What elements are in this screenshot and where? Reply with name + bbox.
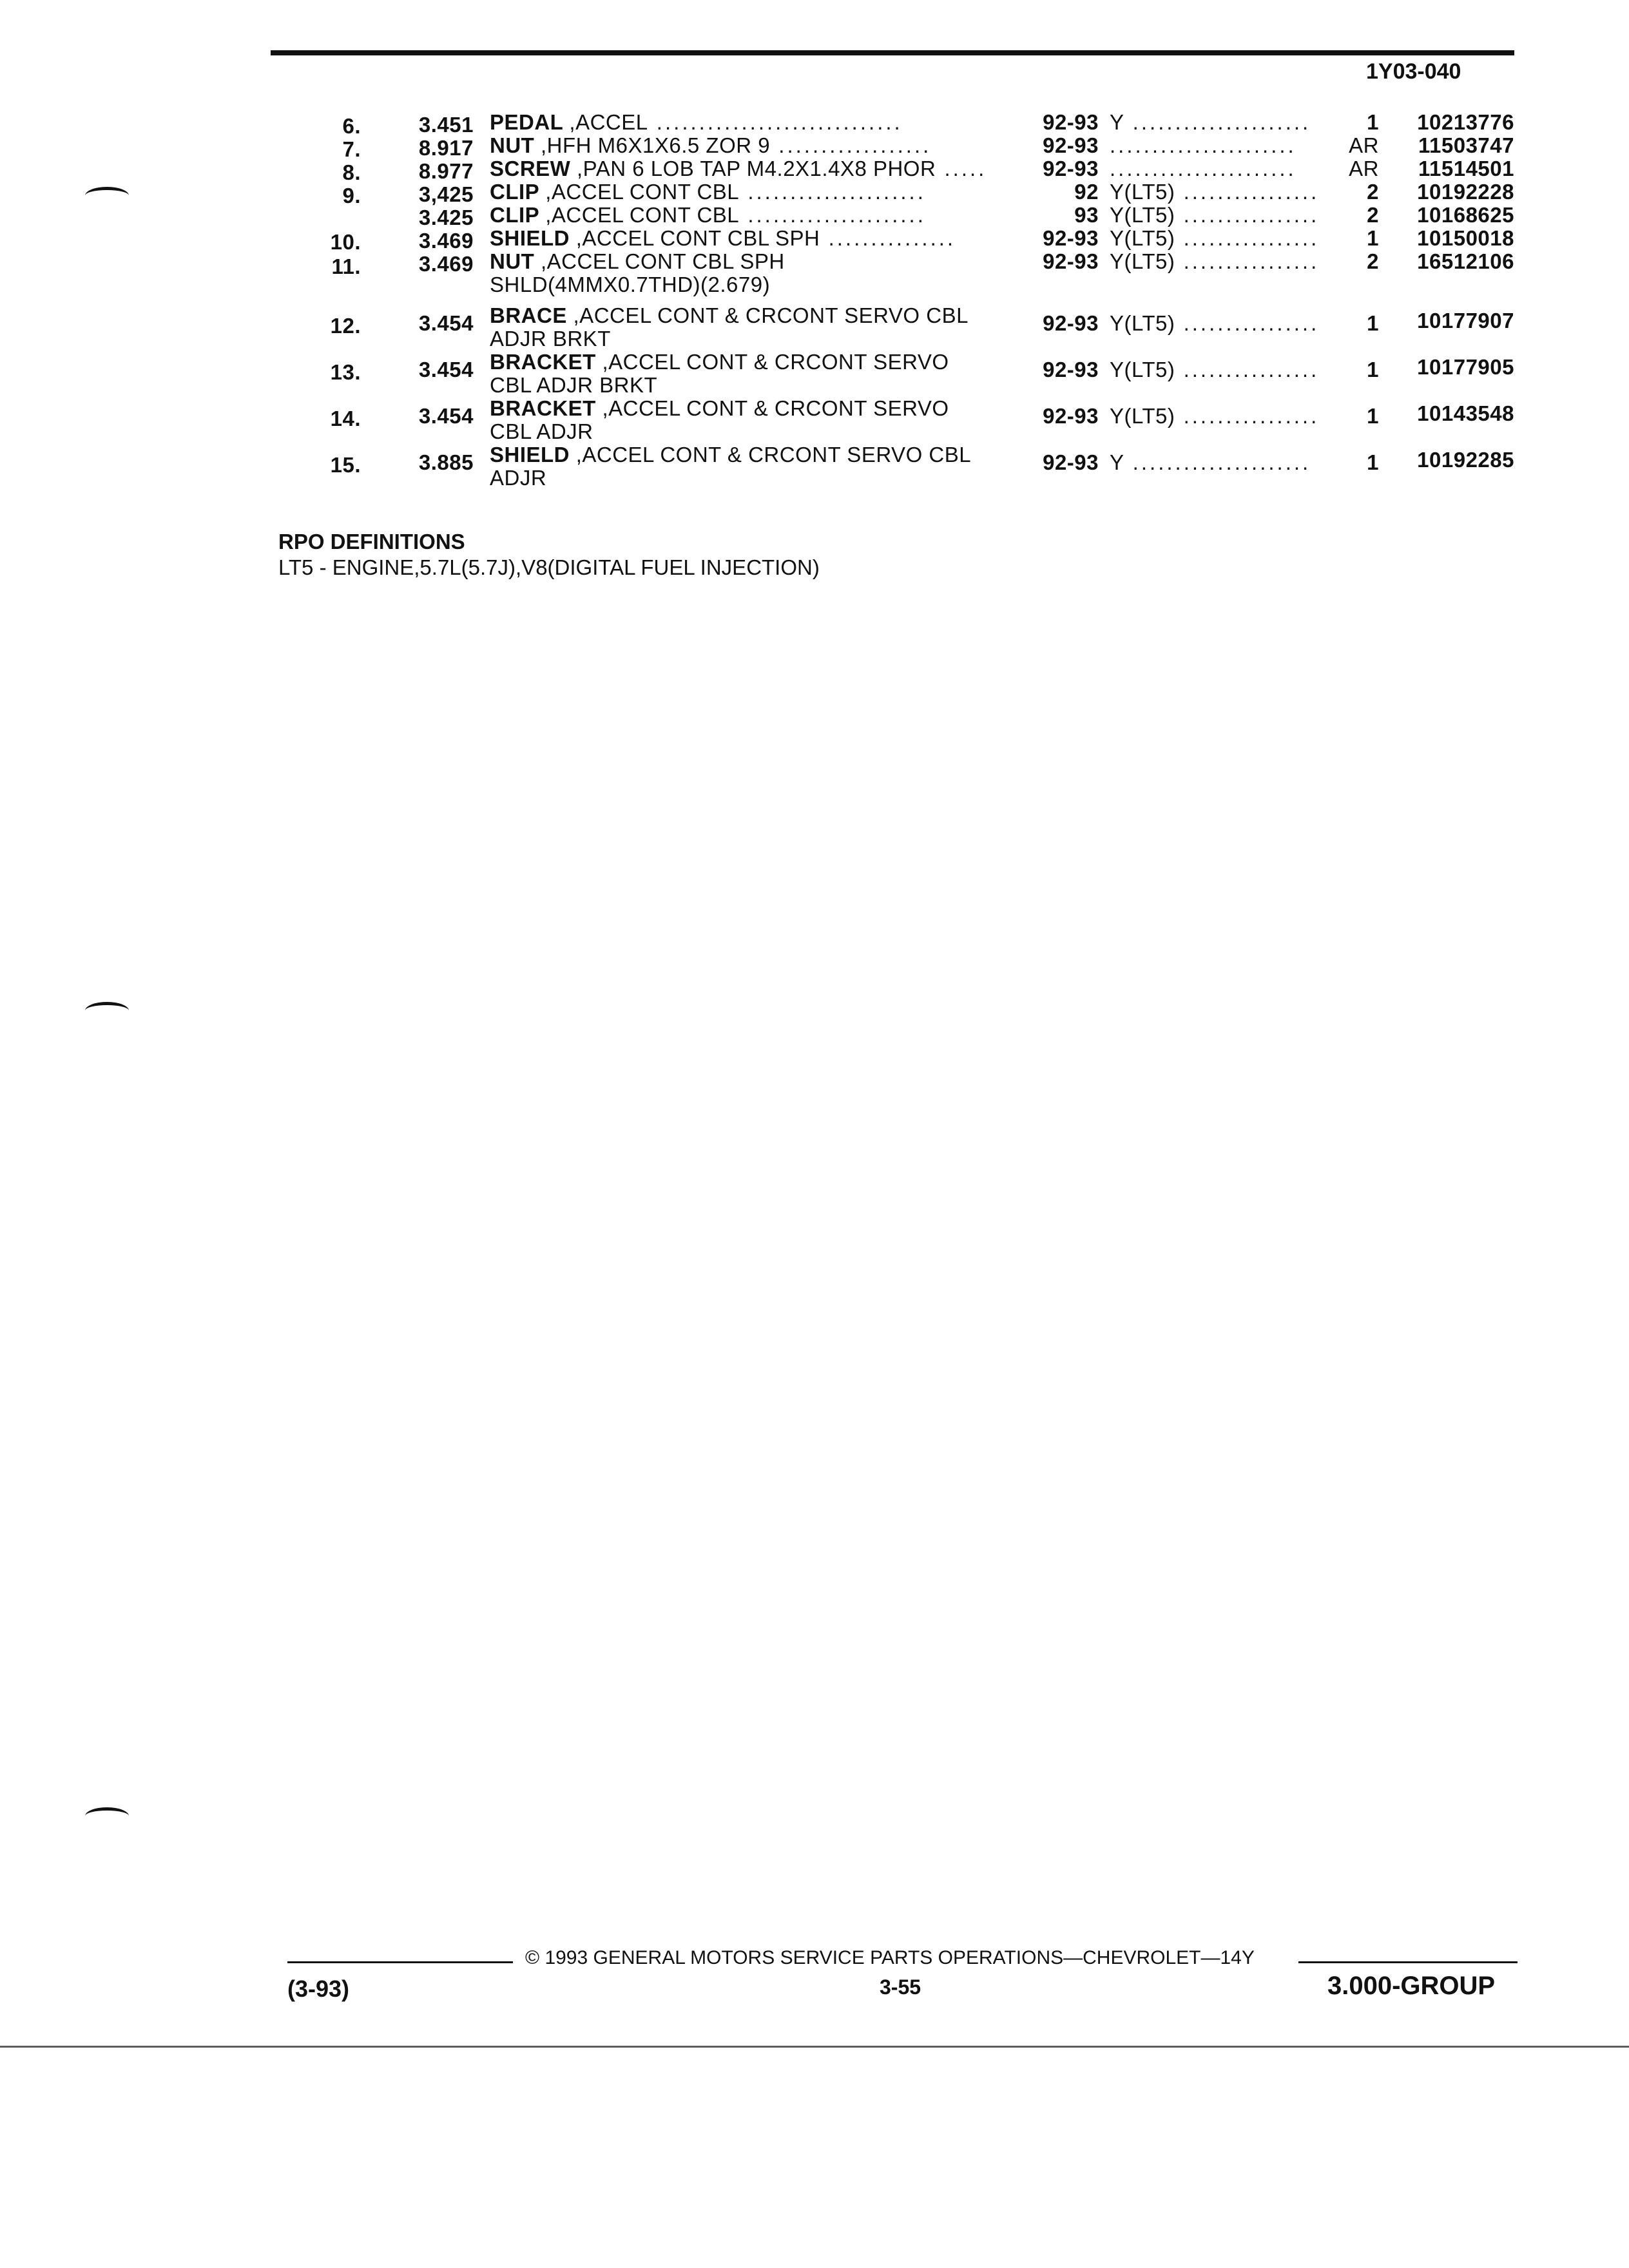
part-name: SHIELD xyxy=(490,226,570,250)
part-desc-line1: ,PAN 6 LOB TAP M4.2X1.4X8 PHOR xyxy=(577,157,936,180)
part-description: CLIP ,ACCEL CONT CBL ..................... xyxy=(490,180,926,204)
application: Y(LT5) ................ xyxy=(1110,405,1320,428)
model-years: 92-93 xyxy=(1043,358,1099,381)
item-number: 7. xyxy=(342,137,361,161)
part-desc-line1: ,ACCEL CONT CBL SPH xyxy=(541,249,785,273)
part-name: CLIP xyxy=(490,180,539,204)
part-number: 10213776 xyxy=(1417,110,1514,134)
model-years: 92-93 xyxy=(1043,110,1099,134)
part-description: NUT ,HFH M6X1X6.5 ZOR 9 .................. xyxy=(490,133,932,157)
rpo-title: RPO DEFINITIONS xyxy=(278,530,465,553)
part-name: CLIP xyxy=(490,203,539,227)
application-code: Y xyxy=(1110,451,1124,474)
part-number: 10177907 xyxy=(1417,309,1514,332)
group-number: 3.885 xyxy=(418,450,474,474)
part-number: 11514501 xyxy=(1418,157,1514,180)
part-name: SHIELD xyxy=(490,443,570,466)
part-desc-line1: ,ACCEL CONT CBL xyxy=(545,203,740,227)
part-name: PEDAL xyxy=(490,110,563,134)
model-years: 92-93 xyxy=(1043,311,1099,335)
part-name: NUT xyxy=(490,249,535,273)
part-desc-line2: CBL ADJR xyxy=(490,419,593,443)
part-desc-line1: ,ACCEL CONT & CRCONT SERVO xyxy=(602,350,949,374)
group-number: 8.917 xyxy=(418,136,474,160)
part-number: 10168625 xyxy=(1417,203,1514,227)
application: Y(LT5) ................ xyxy=(1110,358,1320,381)
part-desc-line1: ,ACCEL CONT & CRCONT SERVO CBL xyxy=(575,443,972,466)
application: Y(LT5) ................ xyxy=(1110,204,1320,227)
part-desc-line2: CBL ADJR BRKT xyxy=(490,373,658,397)
application-code: Y(LT5) xyxy=(1110,405,1175,428)
footer-copyright: © 1993 GENERAL MOTORS SERVICE PARTS OPERATIONS—CHEVROLET—14Y xyxy=(525,1947,1255,1968)
group-number: 3.454 xyxy=(418,311,474,335)
item-number: 6. xyxy=(342,114,361,138)
part-desc-line1: ,ACCEL xyxy=(569,110,648,134)
application-code: Y(LT5) xyxy=(1110,227,1175,250)
part-name: BRACKET xyxy=(490,350,596,374)
item-number: 8. xyxy=(342,160,361,184)
application: Y(LT5) ................ xyxy=(1110,312,1320,335)
quantity: 2 xyxy=(1367,249,1379,273)
part-description: PEDAL ,ACCEL ............................. xyxy=(490,110,903,134)
rpo-definitions xyxy=(278,530,820,580)
quantity: AR xyxy=(1349,157,1379,180)
part-name: BRACE xyxy=(490,303,567,327)
model-years: 92-93 xyxy=(1043,226,1099,250)
header-rule xyxy=(271,50,1514,55)
part-desc-line2: ADJR BRKT xyxy=(490,327,611,351)
item-number: 11. xyxy=(331,255,361,278)
application: Y ..................... xyxy=(1110,111,1311,134)
part-number: 10143548 xyxy=(1417,401,1514,425)
part-desc-line2: ADJR xyxy=(490,466,547,490)
quantity: 1 xyxy=(1367,226,1379,250)
table-row xyxy=(0,351,1629,402)
part-number: 10150018 xyxy=(1417,226,1514,250)
part-name: SCREW xyxy=(490,157,571,180)
quantity: 1 xyxy=(1367,311,1379,335)
group-number: 3.454 xyxy=(418,358,474,381)
part-desc-line1: ,ACCEL CONT CBL xyxy=(545,180,740,204)
item-number: 13. xyxy=(330,360,361,384)
part-number: 10192228 xyxy=(1417,180,1514,204)
quantity: 1 xyxy=(1367,110,1379,134)
model-years: 93 xyxy=(1074,203,1099,227)
footer-page-number: 3-55 xyxy=(880,1975,921,1999)
application-code: Y(LT5) xyxy=(1110,358,1175,381)
part-number: 16512106 xyxy=(1417,249,1514,273)
quantity: 1 xyxy=(1367,450,1379,474)
group-number: 3.469 xyxy=(418,229,474,253)
part-description xyxy=(490,397,1018,443)
footer-rule-right xyxy=(1298,1961,1518,1963)
quantity: 1 xyxy=(1367,358,1379,381)
part-number: 10177905 xyxy=(1417,355,1514,379)
application: Y(LT5) ................ xyxy=(1110,250,1320,273)
rpo-definition: LT5 - ENGINE,5.7L(5.7J),V8(DIGITAL FUEL INJECTION) xyxy=(278,555,820,579)
part-description: CLIP ,ACCEL CONT CBL ..................... xyxy=(490,203,926,227)
application: Y(LT5) ................ xyxy=(1110,180,1320,204)
table-row xyxy=(0,397,1629,448)
application-code: Y(LT5) xyxy=(1110,250,1175,273)
part-name: NUT xyxy=(490,133,535,157)
page-code: 1Y03-040 xyxy=(1366,59,1461,84)
binder-hole-mark xyxy=(85,1807,129,1825)
group-number: 3.469 xyxy=(418,252,474,276)
part-desc-line2: SHLD(4MMX0.7THD)(2.679) xyxy=(490,273,771,296)
footer-rule-left xyxy=(287,1961,513,1963)
application: Y(LT5) ................ xyxy=(1110,227,1320,250)
footer-date-code: (3-93) xyxy=(287,1975,350,2002)
binder-hole-mark xyxy=(85,1002,129,1019)
part-description xyxy=(490,304,1018,351)
group-number: 3.454 xyxy=(418,404,474,428)
item-number: 9. xyxy=(342,184,361,207)
model-years: 92-93 xyxy=(1043,157,1099,180)
part-description: SHIELD ,ACCEL CONT CBL SPH ............... xyxy=(490,226,956,250)
item-number: 12. xyxy=(330,314,361,338)
application: ...................... xyxy=(1110,157,1296,180)
model-years: 92-93 xyxy=(1043,249,1099,273)
model-years: 92-93 xyxy=(1043,404,1099,428)
application-code: Y(LT5) xyxy=(1110,204,1175,227)
part-desc-line1: ,HFH M6X1X6.5 ZOR 9 xyxy=(541,133,771,157)
application: Y ..................... xyxy=(1110,451,1311,474)
part-description xyxy=(490,351,1018,397)
part-description: SCREW ,PAN 6 LOB TAP M4.2X1.4X8 PHOR ..... xyxy=(490,157,987,180)
application-code: Y(LT5) xyxy=(1110,180,1175,204)
item-number: 10. xyxy=(330,230,361,254)
quantity: AR xyxy=(1349,133,1379,157)
group-number: 3,425 xyxy=(418,182,474,206)
table-row xyxy=(0,250,1629,302)
table-row xyxy=(0,443,1629,495)
part-description xyxy=(490,250,1018,296)
table-row xyxy=(0,304,1629,356)
part-desc-line1: ,ACCEL CONT & CRCONT SERVO xyxy=(602,396,949,420)
application-code: Y(LT5) xyxy=(1110,312,1175,335)
part-number: 10192285 xyxy=(1417,448,1514,472)
part-name: BRACKET xyxy=(490,396,596,420)
scan-edge-line xyxy=(0,2046,1629,2048)
part-number: 11503747 xyxy=(1418,133,1514,157)
item-number: 14. xyxy=(330,407,361,430)
quantity: 2 xyxy=(1367,180,1379,204)
part-desc-line1: ,ACCEL CONT & CRCONT SERVO CBL xyxy=(573,303,969,327)
group-number: 8.977 xyxy=(418,159,474,183)
model-years: 92-93 xyxy=(1043,450,1099,474)
part-description xyxy=(490,443,1018,490)
item-number: 15. xyxy=(330,453,361,477)
part-desc-line1: ,ACCEL CONT CBL SPH xyxy=(575,226,820,250)
application: ...................... xyxy=(1110,134,1296,157)
model-years: 92-93 xyxy=(1043,133,1099,157)
quantity: 1 xyxy=(1367,404,1379,428)
quantity: 2 xyxy=(1367,203,1379,227)
group-number: 3.425 xyxy=(418,206,474,229)
application-code: Y xyxy=(1110,111,1124,134)
model-years: 92 xyxy=(1074,180,1099,204)
footer-group: 3.000-GROUP xyxy=(1327,1972,1496,2000)
group-number: 3.451 xyxy=(418,113,474,137)
